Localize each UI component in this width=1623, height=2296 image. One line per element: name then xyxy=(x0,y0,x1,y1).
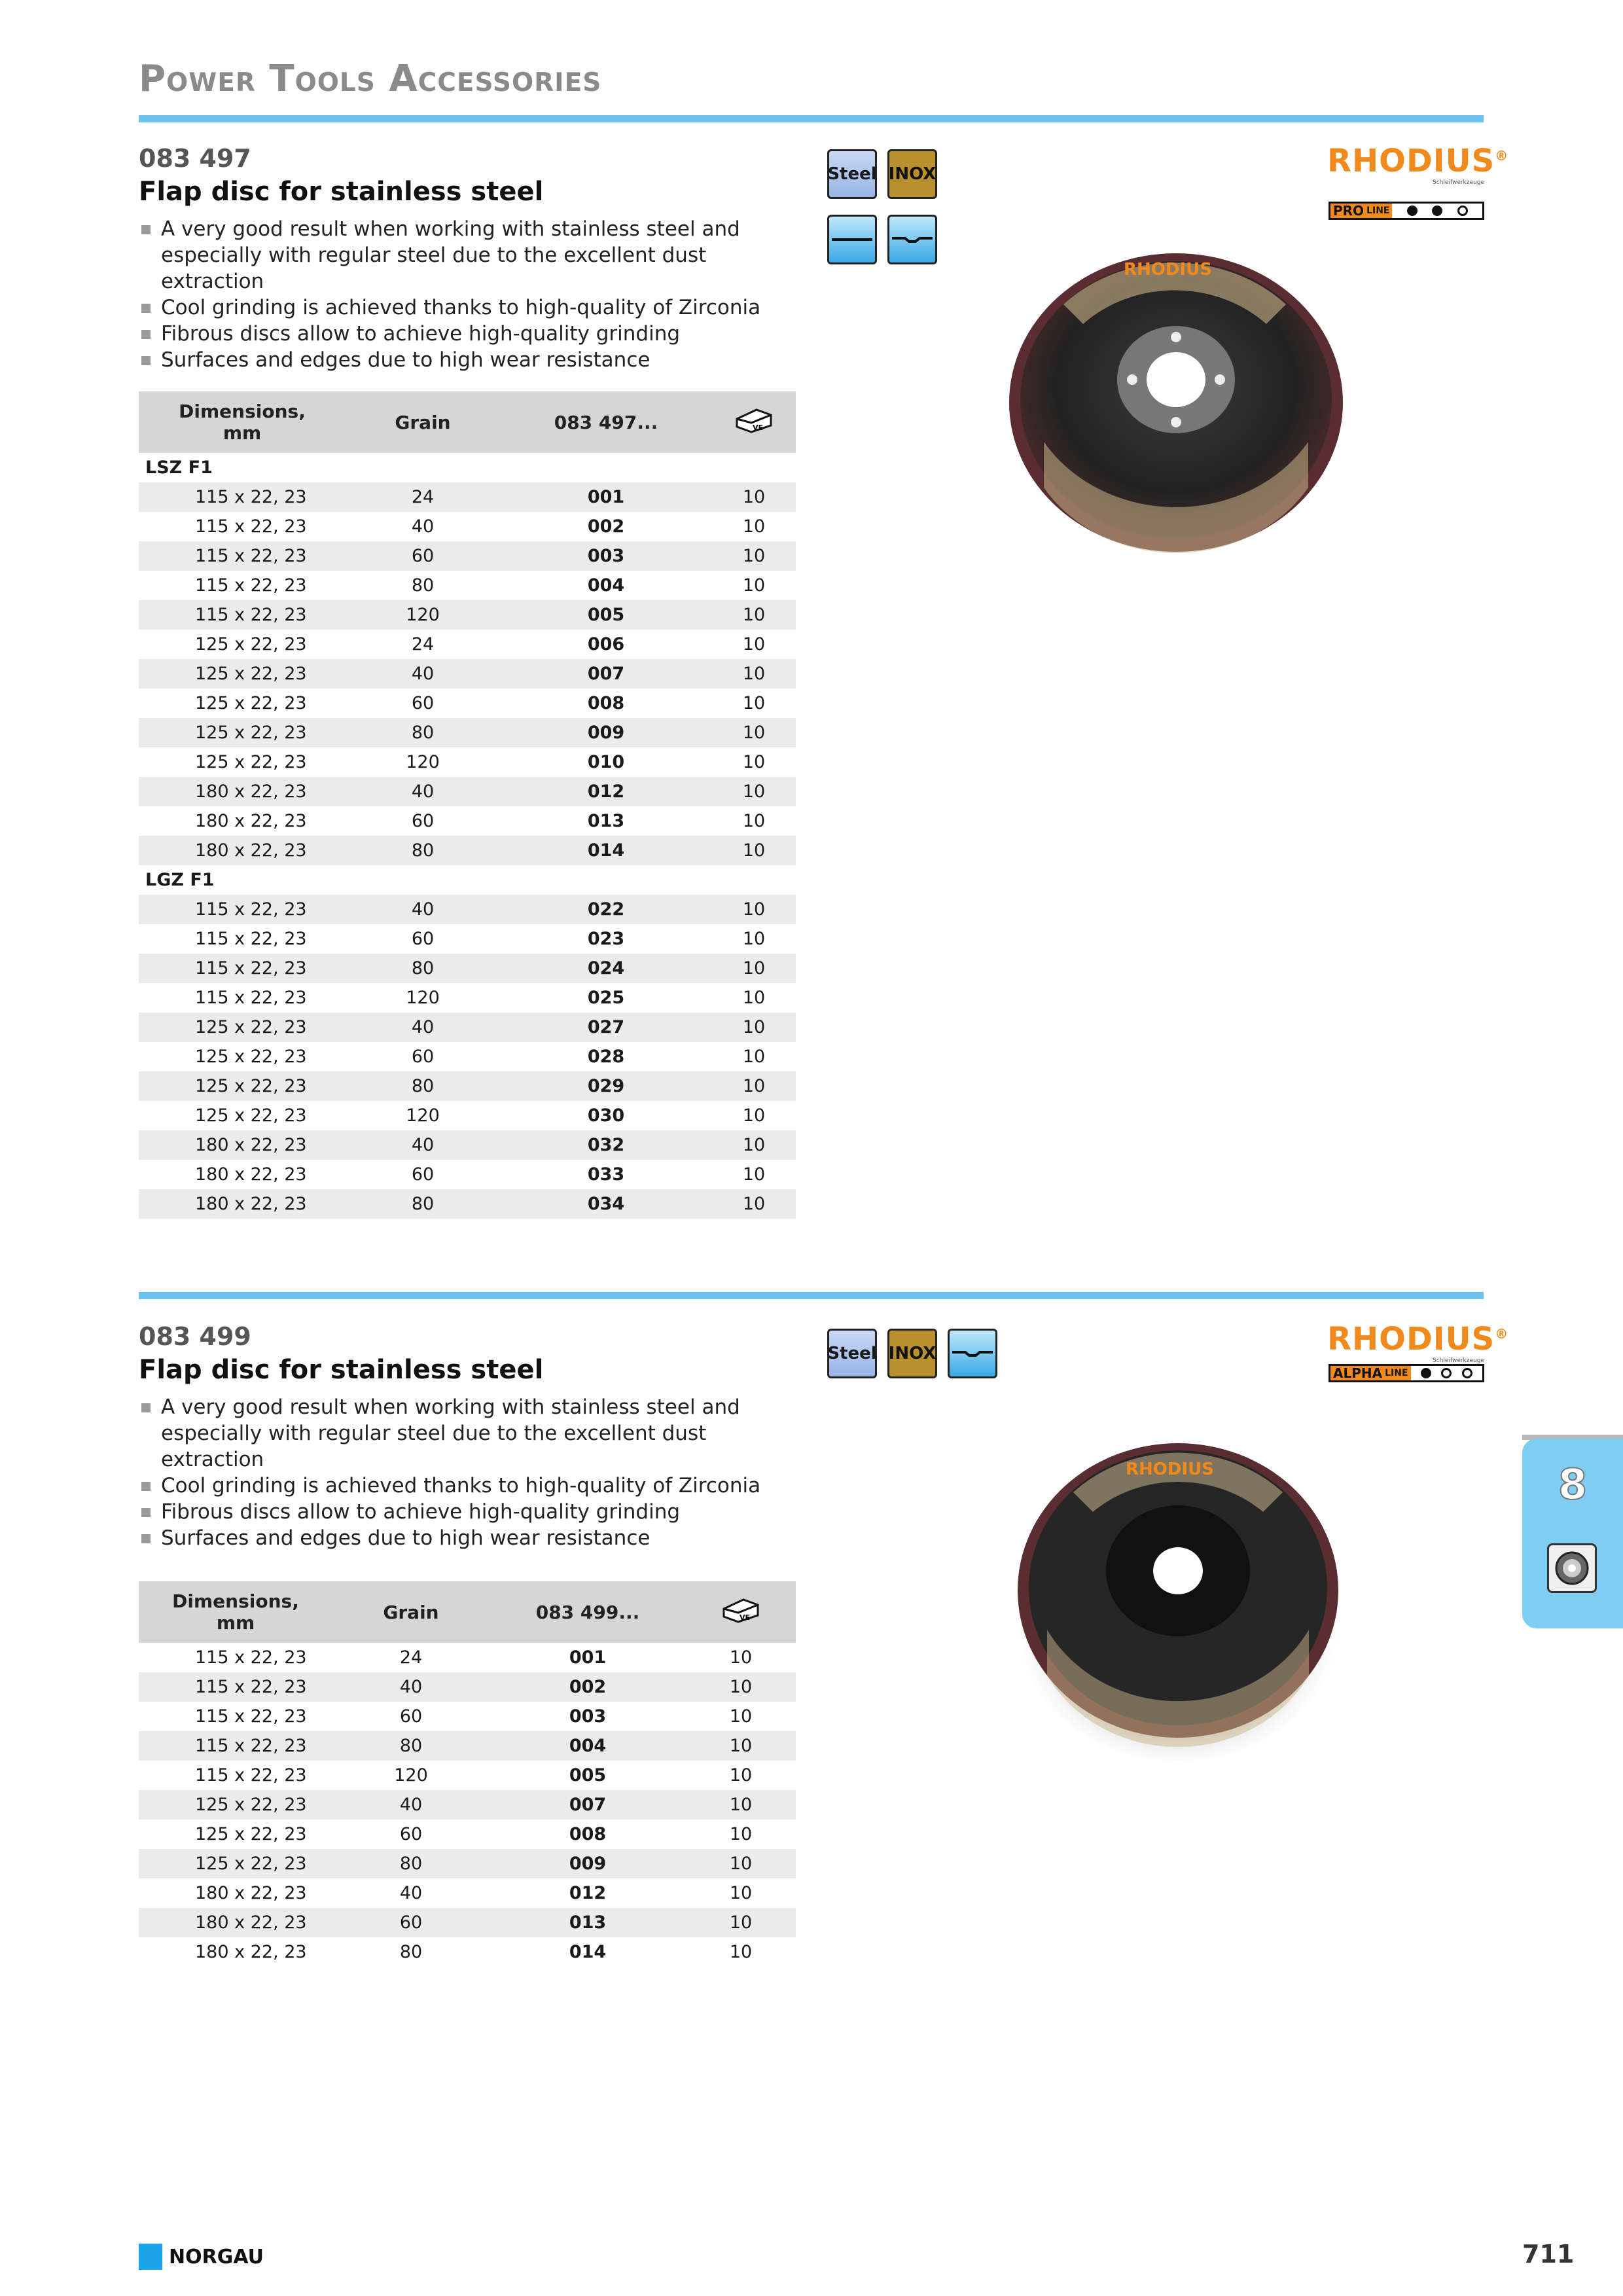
feature-item: Fibrous discs allow to achieve high-quality grinding xyxy=(139,1499,776,1525)
table-cell: 40 xyxy=(346,1130,500,1160)
table-cell: 10 xyxy=(712,600,796,630)
table-cell: 40 xyxy=(332,1790,490,1820)
product-title: Flap disc for stainless steel xyxy=(139,177,544,207)
article-number: 083 497 xyxy=(139,144,251,173)
table-row xyxy=(139,659,796,689)
table-row xyxy=(139,1937,796,1967)
table-cell: 125 x 22, 23 xyxy=(195,752,307,772)
proline-logo xyxy=(1329,202,1484,220)
table-cell: 180 x 22, 23 xyxy=(139,1189,346,1219)
brand-subtitle: Schleifwerkzeuge xyxy=(1433,1357,1484,1364)
article-number: 083 499 xyxy=(139,1322,251,1351)
table-cell: 10 xyxy=(742,1105,766,1126)
brand-logo xyxy=(1327,143,1509,186)
table-row xyxy=(139,571,796,600)
table-cell: 180 x 22, 23 xyxy=(195,1883,307,1903)
table-cell: 004 xyxy=(490,1731,686,1761)
flap-disc-icon xyxy=(1547,1543,1597,1593)
table-row xyxy=(139,1878,796,1908)
table-row xyxy=(139,600,796,630)
table-cell: 24 xyxy=(411,634,435,655)
table-cell: 115 x 22, 23 xyxy=(195,575,307,596)
product-table xyxy=(139,1581,796,1967)
table-cell: 180 x 22, 23 xyxy=(195,1942,307,1962)
ve-pack-icon xyxy=(733,406,775,435)
table-cell: 10 xyxy=(742,1047,766,1067)
table-cell: 10 xyxy=(712,1071,796,1101)
inox-badge xyxy=(887,1329,937,1378)
table-cell: 120 xyxy=(406,988,440,1008)
table-cell: 80 xyxy=(346,836,500,865)
table-cell: 033 xyxy=(587,1164,625,1185)
table-cell: LGZ F1 xyxy=(139,865,796,895)
table-cell: 10 xyxy=(712,482,796,512)
table-cell: 125 x 22, 23 xyxy=(139,1071,346,1101)
svg-text:VE: VE xyxy=(740,1613,751,1622)
table-row xyxy=(139,1672,796,1702)
col-article: 083 499... xyxy=(490,1581,686,1643)
feature-list xyxy=(139,1394,776,1551)
table-row xyxy=(139,777,796,806)
table-cell: 80 xyxy=(346,718,500,747)
table-cell: 80 xyxy=(346,1071,500,1101)
feature-item: Cool grinding is achieved thanks to high-quality of Zirconia xyxy=(139,295,776,321)
col-dimensions: Dimensions, mm xyxy=(139,1581,332,1643)
table-cell: 115 x 22, 23 xyxy=(195,988,307,1008)
table-row xyxy=(139,1849,796,1878)
table-row xyxy=(139,836,796,865)
table-cell: 10 xyxy=(686,1790,796,1820)
feature-item: A very good result when working with stainless steel and especially with regular steel due to the excellent dust extraction xyxy=(139,216,776,295)
table-row xyxy=(139,983,796,1013)
table-row xyxy=(139,689,796,718)
table-cell: 125 x 22, 23 xyxy=(139,1790,332,1820)
brand-subtitle: Schleifwerkzeuge xyxy=(1433,179,1484,186)
table-cell: 025 xyxy=(587,988,625,1008)
inox-badge-label: INOX xyxy=(888,1344,936,1363)
table-group-header xyxy=(139,453,796,482)
table-cell: 008 xyxy=(587,693,625,713)
table-cell: 180 x 22, 23 xyxy=(139,836,346,865)
table-cell: 006 xyxy=(587,634,625,655)
table-cell: 180 x 22, 23 xyxy=(139,1130,346,1160)
brand-logo xyxy=(1327,1321,1509,1364)
table-cell: 115 x 22, 23 xyxy=(139,895,346,924)
table-row xyxy=(139,1101,796,1130)
table-cell: 032 xyxy=(500,1130,712,1160)
table-cell: 60 xyxy=(411,693,435,713)
line-level-dots xyxy=(1411,1366,1482,1380)
table-cell: 023 xyxy=(587,929,625,949)
table-cell: 10 xyxy=(712,1013,796,1042)
flap-disc-image xyxy=(1005,245,1348,556)
table-cell: 125 x 22, 23 xyxy=(139,1849,332,1878)
table-cell: 125 x 22, 23 xyxy=(195,1824,307,1844)
table-cell: 180 x 22, 23 xyxy=(195,811,307,831)
table-cell: 10 xyxy=(712,777,796,806)
header-rule xyxy=(139,115,1484,122)
table-row xyxy=(139,1761,796,1790)
table-row xyxy=(139,806,796,836)
table-cell: 022 xyxy=(500,895,712,924)
table-cell: 027 xyxy=(500,1013,712,1042)
table-cell: 10 xyxy=(712,836,796,865)
col-article: 083 497... xyxy=(500,391,712,453)
table-cell: 40 xyxy=(332,1672,490,1702)
col-dimensions: Dimensions, mm xyxy=(139,391,346,453)
feature-item: Fibrous discs allow to achieve high-quality grinding xyxy=(139,321,776,347)
steel-badge xyxy=(827,1329,877,1378)
feature-list xyxy=(139,216,776,373)
table-cell: 013 xyxy=(490,1908,686,1937)
feature-item: Surfaces and edges due to high wear resistance xyxy=(139,1525,776,1551)
table-cell: 10 xyxy=(712,895,796,924)
table-cell: 115 x 22, 23 xyxy=(195,516,307,537)
alphaline-logo xyxy=(1329,1364,1484,1382)
table-cell: 115 x 22, 23 xyxy=(139,482,346,512)
table-cell: 125 x 22, 23 xyxy=(139,718,346,747)
steel-badge-label: Steel xyxy=(827,164,877,184)
table-cell: 012 xyxy=(569,1883,607,1903)
table-cell: 10 xyxy=(729,1647,753,1668)
footer-brand-name: NORGAU xyxy=(169,2245,264,2269)
table-row xyxy=(139,1042,796,1071)
table-cell: 030 xyxy=(587,1105,625,1126)
table-cell: 003 xyxy=(569,1706,607,1727)
table-cell: 80 xyxy=(346,954,500,983)
table-row xyxy=(139,1160,796,1189)
table-cell: 80 xyxy=(332,1849,490,1878)
table-cell: 003 xyxy=(500,541,712,571)
flap-disc-image xyxy=(1008,1414,1348,1767)
svg-text:VE: VE xyxy=(753,423,764,432)
chapter-tab[interactable] xyxy=(1522,1439,1623,1628)
table-cell: 029 xyxy=(500,1071,712,1101)
table-cell: 115 x 22, 23 xyxy=(195,1706,307,1727)
table-cell: 012 xyxy=(500,777,712,806)
brand-name: RHODIUS xyxy=(1327,1321,1495,1357)
table-cell: 115 x 22, 23 xyxy=(195,929,307,949)
table-row xyxy=(139,482,796,512)
feature-item: Surfaces and edges due to high wear resistance xyxy=(139,347,776,373)
table-row xyxy=(139,1130,796,1160)
table-cell: 10 xyxy=(712,659,796,689)
table-row xyxy=(139,1731,796,1761)
line-level-dots xyxy=(1392,204,1482,218)
table-cell: LSZ F1 xyxy=(139,453,796,482)
table-cell: 10 xyxy=(686,1849,796,1878)
chapter-number: 8 xyxy=(1558,1461,1588,1509)
table-cell: 40 xyxy=(346,777,500,806)
table-cell: 60 xyxy=(346,541,500,571)
ve-pack-icon xyxy=(720,1596,762,1624)
table-cell: 10 xyxy=(729,1765,753,1785)
table-cell: 125 x 22, 23 xyxy=(139,659,346,689)
table-row xyxy=(139,1643,796,1672)
table-cell: 024 xyxy=(500,954,712,983)
table-group-header xyxy=(139,865,796,895)
table-row xyxy=(139,630,796,659)
table-cell: 125 x 22, 23 xyxy=(195,1047,307,1067)
table-cell: 10 xyxy=(729,1824,753,1844)
table-cell: 115 x 22, 23 xyxy=(195,1765,307,1785)
table-cell: 115 x 22, 23 xyxy=(139,541,346,571)
table-cell: 80 xyxy=(332,1731,490,1761)
table-cell: 120 xyxy=(406,752,440,772)
table-row xyxy=(139,747,796,777)
inox-badge xyxy=(887,149,937,199)
table-header xyxy=(139,1581,796,1643)
line-name: PRO xyxy=(1330,204,1366,218)
offset-disc-shape-icon xyxy=(948,1329,997,1378)
table-cell: 40 xyxy=(346,659,500,689)
page-title: Power Tools Accessories xyxy=(139,58,602,100)
table-cell: 001 xyxy=(500,482,712,512)
table-cell: 120 xyxy=(346,600,500,630)
table-cell: 180 x 22, 23 xyxy=(139,1908,332,1937)
steel-badge-label: Steel xyxy=(827,1344,877,1363)
product-table xyxy=(139,391,796,1219)
table-cell: 60 xyxy=(411,1164,435,1185)
table-cell: 007 xyxy=(490,1790,686,1820)
table-cell: 004 xyxy=(587,575,625,596)
table-cell: 40 xyxy=(346,895,500,924)
table-row xyxy=(139,1013,796,1042)
table-cell: 013 xyxy=(587,811,625,831)
col-grain: Grain xyxy=(332,1581,490,1643)
page-number: 711 xyxy=(1522,2240,1575,2269)
table-cell: 10 xyxy=(742,516,766,537)
line-suffix: LINE xyxy=(1385,1366,1410,1380)
table-cell: 24 xyxy=(399,1647,423,1668)
inox-badge-label: INOX xyxy=(888,164,936,184)
table-row xyxy=(139,1702,796,1731)
table-cell: 10 xyxy=(712,541,796,571)
table-cell: 115 x 22, 23 xyxy=(139,954,346,983)
table-cell: 115 x 22, 23 xyxy=(195,1647,307,1668)
table-cell: 009 xyxy=(490,1849,686,1878)
table-cell: 125 x 22, 23 xyxy=(195,1105,307,1126)
table-cell: 10 xyxy=(742,988,766,1008)
table-cell: 40 xyxy=(411,516,435,537)
table-cell: 10 xyxy=(712,954,796,983)
table-row xyxy=(139,1790,796,1820)
table-row xyxy=(139,1071,796,1101)
table-header xyxy=(139,391,796,453)
table-row xyxy=(139,924,796,954)
table-cell: 10 xyxy=(686,1672,796,1702)
table-row xyxy=(139,1908,796,1937)
line-name: ALPHA xyxy=(1330,1366,1385,1380)
table-cell: 120 xyxy=(406,1105,440,1126)
disc-brand-label: RHODIUS xyxy=(1124,260,1212,279)
table-cell: 008 xyxy=(569,1824,607,1844)
table-cell: 10 xyxy=(742,1164,766,1185)
footer-brand xyxy=(139,2244,264,2270)
table-cell: 180 x 22, 23 xyxy=(195,1164,307,1185)
line-suffix: LINE xyxy=(1366,204,1392,218)
table-cell: 002 xyxy=(587,516,625,537)
table-cell: 005 xyxy=(569,1765,607,1785)
table-cell: 60 xyxy=(411,1047,435,1067)
table-cell: 80 xyxy=(411,575,435,596)
table-cell: 80 xyxy=(399,1942,423,1962)
flat-disc-shape-icon xyxy=(827,215,877,264)
table-cell: 60 xyxy=(332,1908,490,1937)
table-cell: 007 xyxy=(500,659,712,689)
table-cell: 10 xyxy=(742,693,766,713)
table-cell: 10 xyxy=(742,634,766,655)
table-cell: 180 x 22, 23 xyxy=(139,777,346,806)
table-cell: 028 xyxy=(587,1047,625,1067)
table-cell: 10 xyxy=(712,718,796,747)
table-cell: 10 xyxy=(686,1731,796,1761)
table-cell: 014 xyxy=(500,836,712,865)
table-cell: 014 xyxy=(569,1942,607,1962)
table-row xyxy=(139,1820,796,1849)
table-cell: 40 xyxy=(346,1013,500,1042)
table-cell: 10 xyxy=(742,929,766,949)
table-cell: 115 x 22, 23 xyxy=(139,600,346,630)
table-cell: 10 xyxy=(712,1130,796,1160)
col-grain: Grain xyxy=(346,391,500,453)
table-cell: 125 x 22, 23 xyxy=(195,634,307,655)
feature-item: Cool grinding is achieved thanks to high-quality of Zirconia xyxy=(139,1473,776,1499)
table-cell: 60 xyxy=(399,1706,423,1727)
table-row xyxy=(139,718,796,747)
table-cell: 40 xyxy=(399,1883,423,1903)
table-cell: 24 xyxy=(346,482,500,512)
table-row xyxy=(139,954,796,983)
table-cell: 005 xyxy=(500,600,712,630)
steel-badge xyxy=(827,149,877,199)
table-cell: 002 xyxy=(490,1672,686,1702)
col-pack-qty xyxy=(686,1581,796,1643)
brand-reg-mark: ® xyxy=(1495,1326,1509,1342)
table-cell: 10 xyxy=(686,1908,796,1937)
table-row xyxy=(139,1189,796,1219)
disc-brand-label: RHODIUS xyxy=(1126,1460,1214,1479)
table-cell: 125 x 22, 23 xyxy=(195,693,307,713)
table-cell: 125 x 22, 23 xyxy=(139,1013,346,1042)
table-cell: 10 xyxy=(712,1189,796,1219)
brand-square-icon xyxy=(139,2244,162,2270)
brand-reg-mark: ® xyxy=(1495,148,1509,164)
brand-name: RHODIUS xyxy=(1327,143,1495,179)
table-cell: 120 xyxy=(394,1765,428,1785)
table-cell: 10 xyxy=(729,1706,753,1727)
table-cell: 010 xyxy=(587,752,625,772)
table-cell: 60 xyxy=(411,811,435,831)
table-cell: 10 xyxy=(729,1883,753,1903)
table-cell: 80 xyxy=(346,1189,500,1219)
table-cell: 10 xyxy=(742,752,766,772)
table-cell: 115 x 22, 23 xyxy=(139,1672,332,1702)
table-cell: 115 x 22, 23 xyxy=(139,1731,332,1761)
table-cell: 034 xyxy=(500,1189,712,1219)
table-cell: 60 xyxy=(411,929,435,949)
offset-disc-shape-icon xyxy=(887,215,937,264)
col-pack-qty xyxy=(712,391,796,453)
table-cell: 10 xyxy=(742,811,766,831)
table-cell: 10 xyxy=(742,575,766,596)
table-cell: 10 xyxy=(729,1942,753,1962)
table-cell: 009 xyxy=(500,718,712,747)
feature-item: A very good result when working with stainless steel and especially with regular steel due to the excellent dust extraction xyxy=(139,1394,776,1473)
table-row xyxy=(139,541,796,571)
table-row xyxy=(139,512,796,541)
product-title: Flap disc for stainless steel xyxy=(139,1355,544,1385)
table-cell: 60 xyxy=(399,1824,423,1844)
table-row xyxy=(139,895,796,924)
table-cell: 001 xyxy=(569,1647,607,1668)
section-rule xyxy=(139,1292,1484,1299)
